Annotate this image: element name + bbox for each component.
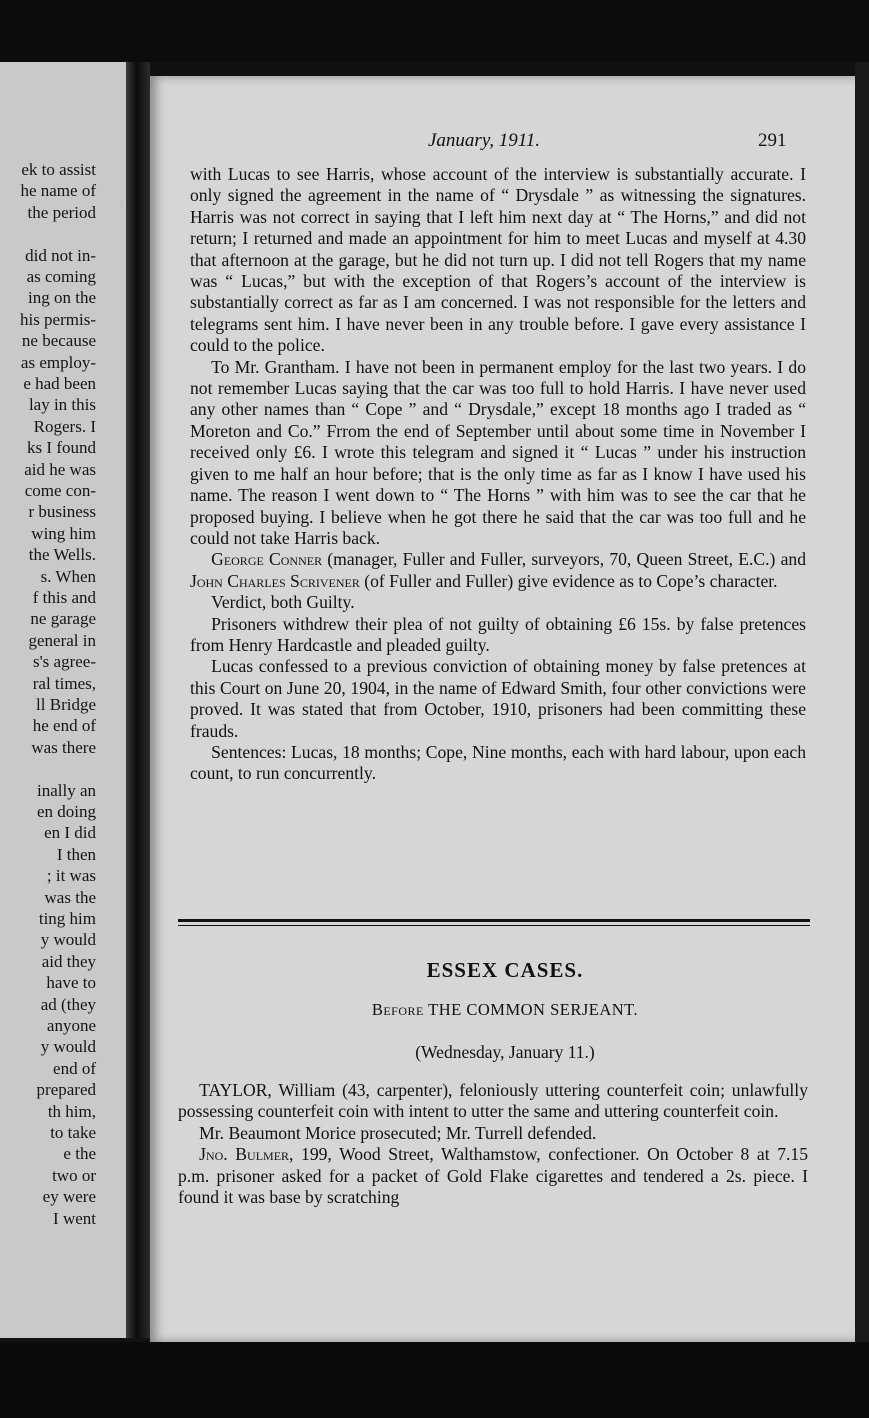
left-page-line: anyone bbox=[46, 1016, 96, 1035]
page-number: 291 bbox=[758, 130, 787, 151]
witness-name: Jno. Bulmer, bbox=[199, 1144, 294, 1165]
left-page-line: prepared bbox=[36, 1080, 96, 1100]
left-page-line: come con- bbox=[24, 481, 96, 500]
paragraph-text: William (43, carpenter), feloniously uttering counterfeit coin; unlawfully possessing counterfeit coin with intent to utter the same and uttering counterfeit coin. bbox=[178, 1080, 808, 1122]
left-page-line: y would bbox=[40, 1037, 96, 1057]
testimony-text bbox=[190, 164, 806, 785]
left-page-line: I went bbox=[53, 1208, 96, 1228]
left-page-line: was there bbox=[31, 737, 96, 757]
page-header bbox=[150, 130, 860, 154]
paragraph-text: (manager, Fuller and Fuller, surveyors, 70, Queen Street, E.C.) and bbox=[322, 549, 806, 570]
left-page-line: ek to assist bbox=[21, 160, 96, 179]
case-text bbox=[178, 1080, 808, 1208]
paragraph bbox=[190, 549, 806, 592]
paragraph: Mr. Beaumont Morice prosecuted; Mr. Turrell defended. bbox=[199, 1122, 597, 1143]
left-page-line: s's agree- bbox=[32, 652, 96, 672]
left-page-line: two or bbox=[52, 1165, 96, 1185]
left-page-line: the Wells. bbox=[28, 545, 96, 565]
left-page-line: ; it was bbox=[46, 866, 96, 886]
left-page-line: to take bbox=[50, 1123, 96, 1142]
paragraph: with Lucas to see Harris, whose account of the interview is substantially accurate. I only signed the agreement in the name of “ Drysdale ” as witnessing the signatures. Harris was not correct in saying that I left him next day at “ The Horns,” and did not return; I returned and made an appointment for him to meet Lucas and myself at 4.30 that afternoon at the garage, but he did not turn up. I did not tell Rogers that my name was “ Lucas,” but with the exception of that Rogers’s account of the interview is substantially correct as far as I am concerned. I was not responsible for the letters and telegrams sent him. I have never been in any trouble before. I gave every assistance I could to the police. bbox=[190, 164, 806, 356]
left-page-line: general in bbox=[28, 630, 96, 650]
book-gutter bbox=[120, 62, 150, 1338]
left-page-line: Rogers. I bbox=[33, 416, 96, 436]
court-prefix: Before bbox=[371, 1000, 424, 1019]
left-page-line: the period bbox=[27, 202, 96, 222]
witness-name: George Conner bbox=[211, 549, 323, 570]
left-page-line: have to bbox=[46, 973, 96, 993]
left-page-line: ing on the bbox=[28, 288, 96, 308]
main-page bbox=[150, 76, 860, 1342]
left-page-fragment bbox=[0, 62, 126, 1338]
left-page-line: aid he was bbox=[24, 459, 96, 479]
left-page-line: did not in- bbox=[25, 245, 96, 265]
left-page-line: ad (they bbox=[40, 994, 96, 1014]
left-page-line: f this and bbox=[32, 588, 96, 607]
paragraph: Prisoners withdrew their plea of not guilty of obtaining £6 15s. by false pretences from Henry Hardcastle and pleaded guilty. bbox=[190, 613, 806, 655]
left-page-line: s. When bbox=[40, 566, 96, 586]
left-page-line: ne because bbox=[21, 331, 96, 351]
defendant-name: TAYLOR, bbox=[199, 1080, 272, 1100]
witness-name: John Charles Scrivener bbox=[190, 570, 360, 591]
left-page-line: as coming bbox=[26, 267, 96, 286]
left-page-line: y would bbox=[40, 930, 96, 950]
session-date: (Wednesday, January 11.) bbox=[415, 1042, 595, 1062]
film-border-top bbox=[0, 0, 869, 62]
left-page-line: ks I found bbox=[27, 438, 96, 458]
left-page-line: en doing bbox=[36, 802, 96, 821]
film-border-right bbox=[855, 62, 869, 1342]
left-page-line: I then bbox=[56, 844, 96, 864]
left-page-line: ral times, bbox=[32, 673, 96, 693]
margin-mark: ı bbox=[120, 196, 124, 211]
left-page-line: ne garage bbox=[30, 609, 96, 629]
court-name: THE COMMON SERJEANT. bbox=[423, 1000, 639, 1019]
left-page-line: inally an bbox=[36, 780, 96, 800]
left-page-line: e had been bbox=[23, 374, 96, 393]
left-page-line: as employ- bbox=[20, 352, 96, 372]
left-page-line: lay in this bbox=[28, 395, 96, 415]
paragraph-text: (of Fuller and Fuller) give evidence as to Cope’s character. bbox=[359, 570, 778, 591]
section-divider-thin bbox=[178, 925, 810, 926]
paragraph bbox=[178, 1080, 808, 1123]
left-page-line: th him, bbox=[47, 1101, 96, 1121]
left-page-line: wing him bbox=[31, 523, 96, 543]
left-page-line: end of bbox=[53, 1058, 96, 1078]
court-heading bbox=[150, 1000, 860, 1020]
left-page-line: r business bbox=[28, 502, 96, 522]
section-title: ESSEX CASES. bbox=[426, 958, 584, 982]
left-page-line: he end of bbox=[32, 716, 96, 736]
left-page-line: was the bbox=[44, 887, 96, 907]
paragraph: Lucas confessed to a previous conviction of obtaining money by false pretences at this Court on June 20, 1904, in the name of Edward Smith, four other convictions were proved. It was stated that from October, 1910, prisoners had been committing these frauds. bbox=[190, 656, 806, 741]
left-page-line: ey were bbox=[42, 1187, 96, 1207]
left-page-line: en I did bbox=[44, 823, 96, 843]
paragraph bbox=[178, 1144, 808, 1208]
running-head: January, 1911. bbox=[428, 130, 541, 151]
paragraph: To Mr. Grantham. I have not been in permanent employ for the last two years. I do not remember Lucas saying that the car was too full to hold Harris. I have never used any other names than “ Cope ” and “ Drysdale,” except 18 months ago I traded as “ Moreton and Co.” Frrom the end of September until about some time in November I received only £6. I wrote this telegram and signed it “ Lucas ” under his instruction given to me half an hour before; that is the only time as far as I know I have used his name. The reason I went down to “ The Horns ” with him was to see the car that he proposed buying. I believe when he got there he said that the car was too full and he could not take Harris back. bbox=[190, 356, 806, 548]
left-page-line: aid they bbox=[41, 951, 96, 971]
film-border-bottom bbox=[0, 1342, 869, 1418]
sentence: Sentences: Lucas, 18 months; Cope, Nine months, each with hard labour, upon each count, to run concurrently. bbox=[190, 741, 806, 784]
left-page-line: his permis- bbox=[19, 309, 96, 329]
section-divider-thick bbox=[178, 919, 810, 922]
left-page-line: he name of bbox=[20, 181, 96, 201]
verdict: Verdict, both Guilty. bbox=[211, 592, 355, 613]
left-page-line: e the bbox=[63, 1144, 96, 1164]
left-page-line: ting him bbox=[38, 909, 96, 928]
paragraph-text: 199, Wood Street, Walthamstow, confectioner. On October 8 at 7.15 p.m. prisoner asked for a packet of Gold Flake cigarettes and tendered a 2s. piece. I found it was base by scratching bbox=[178, 1144, 809, 1208]
left-page-line: ll Bridge bbox=[36, 695, 96, 714]
